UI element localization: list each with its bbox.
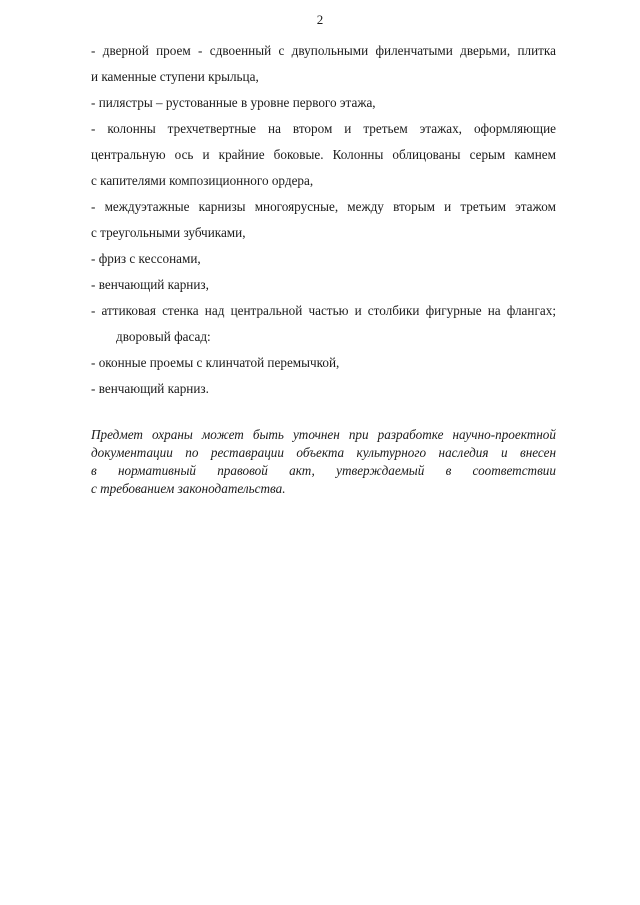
list-item: - дверной проем - сдвоенный с двупольными филенчатыми дверьми, плитка	[91, 43, 556, 58]
list-item: - фриз с кессонами,	[91, 251, 201, 266]
list-item-continuation: центральную ось и крайние боковые. Колонны облицованы серым камнем	[91, 147, 556, 162]
protection-subject-list	[91, 38, 556, 402]
list-item-continuation: с треугольными зубчиками,	[91, 225, 246, 240]
list-item: - венчающий карниз.	[91, 381, 209, 396]
list-item: - пилястры – рустованные в уровне первого этажа,	[91, 95, 376, 110]
list-item-continuation: с капителями композиционного ордера,	[91, 173, 314, 188]
list-item: - аттиковая стенка над центральной частью и столбики фигурные на флангах;	[91, 303, 556, 318]
note-line: с требованием законодательства.	[91, 481, 286, 496]
list-item: - венчающий карниз,	[91, 277, 209, 292]
list-item-continuation: и каменные ступени крыльца,	[91, 69, 259, 84]
note-line: документации по реставрации объекта культурного наследия и внесен	[91, 445, 556, 460]
note-line: Предмет охраны может быть уточнен при разработке научно-проектной	[91, 427, 556, 442]
protection-note	[91, 426, 556, 498]
page-number: 2	[316, 12, 324, 27]
list-item: - междуэтажные карнизы многоярусные, между вторым и третьим этажом	[91, 199, 556, 214]
list-item: - оконные проемы с клинчатой перемычкой,	[91, 355, 340, 370]
list-item: - колонны трехчетвертные на втором и третьем этажах, оформляющие	[91, 121, 556, 136]
note-line: в нормативный правовой акт, утверждаемый в соответствии	[91, 463, 556, 478]
section-heading: дворовый фасад:	[116, 329, 211, 344]
